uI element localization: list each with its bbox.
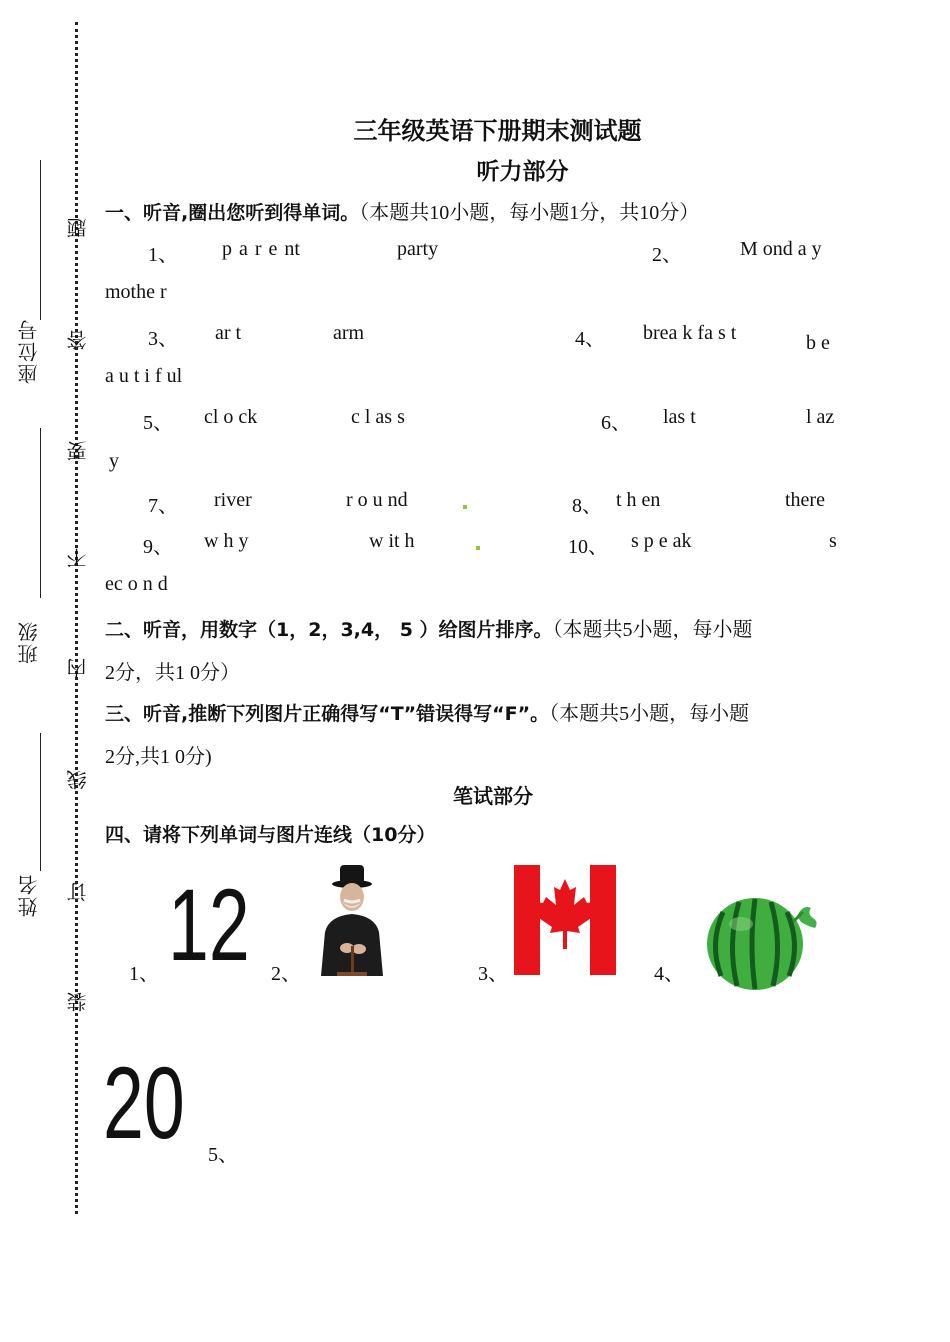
item-number: 6、 bbox=[601, 412, 631, 434]
item-number: 3、 bbox=[148, 328, 178, 350]
listening-heading: 听力部分 bbox=[476, 159, 569, 185]
binding-char: 答 bbox=[68, 330, 90, 350]
binding-char: 要 bbox=[68, 441, 90, 461]
green-dot bbox=[463, 505, 467, 509]
word-option[interactable]: M ond a y bbox=[740, 238, 822, 260]
section3-line bbox=[105, 697, 749, 726]
section2-heading: 二、听音，用数字（1，2，3,4， 5 ）给图片排序。 bbox=[105, 619, 553, 641]
binding-dotted-line bbox=[75, 22, 78, 1214]
class-underline bbox=[40, 428, 41, 598]
word-option-wrap-tail: ec o n d bbox=[105, 573, 168, 595]
picture-label: 1、 bbox=[129, 963, 159, 985]
word-option-wrapped[interactable]: l az bbox=[806, 406, 835, 428]
section2-line bbox=[105, 613, 753, 642]
binding-char: 装 bbox=[68, 992, 90, 1012]
word-option[interactable]: cl o ck bbox=[204, 406, 258, 428]
word-option[interactable]: t h en bbox=[616, 489, 661, 511]
written-heading: 笔试部分 bbox=[453, 784, 533, 808]
binding-char: 内 bbox=[68, 658, 90, 678]
binding-char: 不 bbox=[68, 548, 90, 568]
item-number: 4、 bbox=[575, 328, 605, 350]
word-option[interactable]: river bbox=[214, 489, 252, 511]
word-option[interactable]: p a r e nt bbox=[222, 238, 300, 260]
number-20-picture[interactable]: 20 bbox=[103, 1046, 185, 1160]
picture-label: 3、 bbox=[478, 963, 508, 985]
word-option[interactable]: ar t bbox=[215, 322, 242, 344]
word-option-wrap-tail: y bbox=[109, 450, 119, 472]
word-option[interactable]: las t bbox=[663, 406, 696, 428]
word-option-wrapped[interactable]: b e bbox=[806, 332, 830, 354]
binding-char: 线 bbox=[68, 770, 90, 790]
number-12-picture[interactable]: 12 bbox=[168, 868, 250, 982]
section4-line bbox=[105, 820, 435, 847]
word-option[interactable]: party bbox=[397, 238, 439, 260]
watermelon-picture[interactable] bbox=[703, 892, 820, 992]
name-underline bbox=[40, 733, 41, 871]
section1-note: （本题共10小题，每小题1分，共10分） bbox=[359, 202, 700, 224]
section2-note-continued: 2分，共1 0分） bbox=[105, 662, 240, 684]
word-option[interactable]: c l as s bbox=[351, 406, 405, 428]
section3-note-continued: 2分,共1 0分) bbox=[105, 746, 212, 768]
section3-note: （本题共5小题，每小题 bbox=[549, 703, 750, 725]
word-option[interactable]: mothe r bbox=[105, 281, 167, 303]
old-man-with-cane-picture[interactable] bbox=[307, 862, 397, 976]
seat-number-label: 座位号 bbox=[19, 318, 41, 384]
word-option[interactable]: there bbox=[785, 489, 825, 511]
word-option-wrap-tail: a u t i f ul bbox=[105, 365, 183, 387]
name-label: 姓名 bbox=[19, 873, 41, 917]
binding-char: 题 bbox=[68, 218, 90, 238]
picture-label: 4、 bbox=[654, 963, 684, 985]
word-option[interactable]: w it h bbox=[369, 530, 415, 552]
item-number: 10、 bbox=[568, 536, 608, 558]
word-option[interactable]: w h y bbox=[204, 530, 249, 552]
page-title: 三年级英语下册期末测试题 bbox=[353, 117, 642, 145]
class-label: 班级 bbox=[19, 620, 41, 664]
item-number: 7、 bbox=[148, 495, 178, 517]
item-number: 9、 bbox=[143, 536, 173, 558]
binding-char: 订 bbox=[68, 882, 90, 902]
word-option[interactable]: r o u nd bbox=[346, 489, 408, 511]
item-number: 8、 bbox=[572, 495, 602, 517]
word-option[interactable]: arm bbox=[333, 322, 365, 344]
picture-label: 5、 bbox=[208, 1144, 238, 1166]
green-dot bbox=[476, 546, 480, 550]
word-option[interactable]: s p e ak bbox=[631, 530, 692, 552]
word-option-wrapped[interactable]: s bbox=[829, 530, 837, 552]
section1-heading-line bbox=[105, 196, 699, 225]
section1-heading: 一、听音,圈出您听到得单词。 bbox=[105, 202, 360, 224]
item-number: 1、 bbox=[148, 244, 178, 266]
word-option[interactable]: brea k fa s t bbox=[643, 322, 737, 344]
canada-flag-picture[interactable] bbox=[514, 865, 616, 975]
section3-heading: 三、听音,推断下列图片正确得写“T”错误得写“F”。 bbox=[105, 703, 550, 725]
section4-heading: 四、请将下列单词与图片连线（10分） bbox=[105, 824, 436, 846]
section2-note: （本题共5小题，每小题 bbox=[552, 619, 753, 641]
picture-label: 2、 bbox=[271, 963, 301, 985]
item-number: 2、 bbox=[652, 244, 682, 266]
item-number: 5、 bbox=[143, 412, 173, 434]
